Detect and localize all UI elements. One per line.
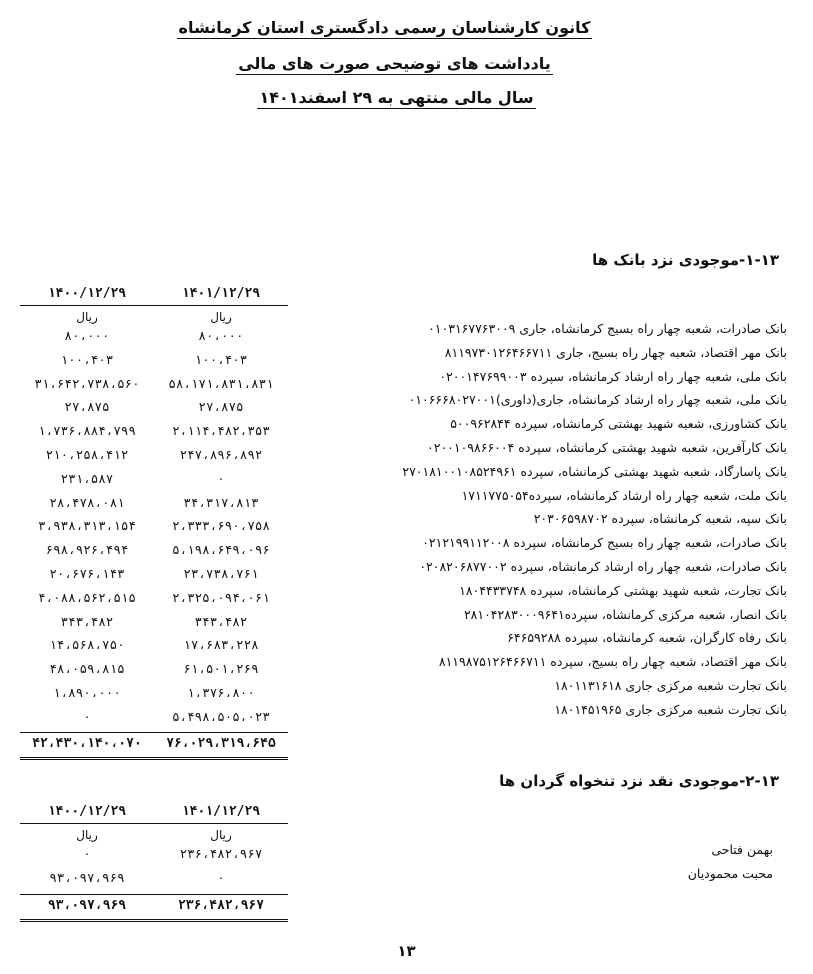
- list-item: بانک رفاه کارگران، شعبه کرمانشاه، سپرده ۶۴۶۵۹۲۸۸: [507, 630, 787, 646]
- unit-label: ریال: [76, 828, 98, 842]
- table-cell: ۶۱،۵۰۱،۲۶۹: [183, 661, 259, 677]
- table-cell: ۵،۴۹۸،۵۰۵،۰۲۳: [172, 708, 270, 724]
- total-current: ۷۶،۰۲۹،۳۱۹،۶۴۵: [166, 736, 276, 751]
- list-item: بانک صادرات، شعبه چهار راه بسیج کرمانشاه، جاری ۰۱۰۳۱۶۷۷۶۳۰۰۹: [428, 321, 787, 336]
- table-cell: ۱،۸۹۰،۰۰۰: [53, 684, 121, 700]
- table-cell: ۵،۱۹۸،۶۴۹،۰۹۶: [172, 542, 270, 558]
- total-row: [20, 894, 288, 922]
- current-year-column: [154, 804, 288, 890]
- table-cell: ۲۷،۸۷۵: [198, 399, 244, 415]
- org-title: کانون کارشناسان رسمی دادگستری استان کرمانشاه: [178, 18, 591, 37]
- prior-year-column: [20, 286, 154, 729]
- table-cell: ۰: [217, 869, 225, 885]
- table-cell: ۲،۳۳۳،۶۹۰،۷۵۸: [172, 518, 270, 534]
- table-cell: ۲،۳۲۵،۰۹۴،۰۶۱: [172, 589, 270, 605]
- table-cell: ۱،۳۷۶،۸۰۰: [187, 684, 255, 700]
- table-cell: ۰: [83, 846, 91, 861]
- list-item: بانک تجارت، شعبه شهید بهشتی کرمانشاه، سپرده ۱۸۰۴۴۳۳۷۴۸: [459, 582, 787, 598]
- bank-accounts-list: [357, 317, 787, 722]
- table-cell: ۸۰،۰۰۰: [64, 328, 110, 343]
- fiscal-year-title: سال مالی منتهی به ۲۹ اسفند۱۴۰۱: [259, 88, 534, 107]
- table-cell: ۱،۷۳۶،۸۸۴،۷۹۹: [38, 423, 136, 439]
- list-item: بانک انصار، شعبه مرکزی کرمانشاه، سپرده۲۸۱۰۴۲۸۳۰۰۰۹۶۴۱: [463, 606, 787, 622]
- unit-label: ریال: [210, 310, 232, 324]
- table-cell: ۲۰،۶۷۶،۱۴۳: [49, 565, 125, 581]
- unit-label: ریال: [210, 828, 232, 842]
- list-item: بانک مهر اقتصاد، شعبه چهار راه بسیج، سپرده ۸۱۱۹۸۷۵۱۲۶۴۶۶۷۱۱: [438, 654, 787, 670]
- column-header: ۱۴۰۰/۱۲/۲۹: [20, 804, 154, 824]
- table-cell: ۱۷،۶۸۳،۲۲۸: [183, 637, 259, 653]
- report-title: یادداشت های توضیحی صورت های مالی: [238, 54, 551, 73]
- prior-year-column: [20, 804, 154, 890]
- table-cell: ۱۰۰،۴۰۳: [60, 351, 114, 367]
- list-item: بانک تجارت شعبه مرکزی جاری ۱۸۰۱۱۳۱۶۱۸: [554, 677, 787, 693]
- table-cell: ۲۳۱،۵۸۷: [60, 470, 114, 486]
- total-prior: ۴۲،۴۳۰،۱۴۰،۰۷۰: [32, 736, 142, 751]
- table-cell: ۰: [83, 708, 91, 724]
- page-number: ۱۳: [397, 942, 416, 960]
- table-cell: ۳۴۳،۴۸۲: [60, 613, 114, 629]
- bank-balances-table: [20, 286, 288, 766]
- table-cell: ۳۱،۶۴۲،۷۳۸،۵۶۰: [34, 375, 140, 391]
- total-row: [20, 732, 288, 760]
- total-current: ۲۳۶،۴۸۲،۹۶۷: [177, 898, 265, 913]
- list-item: بانک ملی، شعبه چهار راه ارشاد کرمانشاه، سپرده ۰۲۰۰۱۴۷۶۹۹۰۰۳: [439, 368, 787, 384]
- list-item: بانک صادرات، شعبه چهار راه بسیج کرمانشاه، سپرده ۰۲۱۲۱۹۹۱۱۲۰۰۸: [422, 535, 787, 551]
- table-cell: ۱۴،۵۶۸،۷۵۰: [49, 637, 125, 653]
- list-item: بانک کارآفرین، شعبه شهید بهشتی کرمانشاه، سپرده ۰۲۰۰۱۰۹۸۶۶۰۰۴: [427, 439, 787, 455]
- table-cell: ۲۳،۷۳۸،۷۶۱: [183, 565, 259, 581]
- table-cell: ۳،۹۳۸،۳۱۳،۱۵۴: [38, 518, 136, 534]
- table-cell: ۲۳۶،۴۸۲،۹۶۷: [179, 846, 263, 861]
- table-cell: ۱۰۰،۴۰۳: [194, 351, 248, 367]
- list-item: بانک تجارت شعبه مرکزی جاری ۱۸۰۱۴۵۱۹۶۵: [554, 701, 787, 717]
- section-petty-cash-title: ۲-۱۳-موجودی نقد نزد تنخواه گردان ها: [499, 772, 779, 790]
- table-cell: ۴،۰۸۸،۵۶۲،۵۱۵: [38, 589, 136, 605]
- unit-label: ریال: [76, 310, 98, 324]
- custodian-name: بهمن فتاحی: [711, 842, 773, 857]
- table-cell: ۴۸،۰۵۹،۸۱۵: [49, 661, 125, 677]
- list-item: بانک ملی، شعبه چهار راه ارشاد کرمانشاه، جاری(داوری)۰۱۰۶۶۶۸۰۲۷۰۰۱: [408, 392, 787, 408]
- table-cell: ۲۴۷،۸۹۶،۸۹۲: [179, 446, 263, 462]
- list-item: بانک کشاورزی، شعبه شهید بهشتی کرمانشاه، سپرده ۵۰۰۹۶۲۸۴۴: [450, 416, 787, 432]
- table-cell: ۲۷،۸۷۵: [64, 399, 110, 415]
- table-cell: ۰: [217, 470, 225, 486]
- list-item: بانک پاسارگاد، شعبه شهید بهشتی کرمانشاه، سپرده ۲۷۰۱۸۱۰۰۱۰۸۵۲۴۹۶۱: [402, 463, 787, 479]
- table-cell: ۸۰،۰۰۰: [198, 328, 244, 343]
- list-item: بانک سپه، شعبه کرمانشاه، سپرده ۲۰۳۰۶۵۹۸۷۰۲: [533, 511, 787, 527]
- table-cell: ۲،۱۱۴،۴۸۲،۳۵۳: [172, 423, 270, 439]
- petty-cash-table: [20, 804, 288, 934]
- column-header: ۱۴۰۱/۱۲/۲۹: [154, 286, 288, 306]
- current-year-column: [154, 286, 288, 729]
- list-item: بانک مهر اقتصاد، شعبه چهار راه بسیج، جاری ۸۱۱۹۷۳۰۱۲۶۴۶۶۷۱۱: [444, 344, 787, 360]
- custodian-name: محبت محمودیان: [687, 866, 773, 881]
- table-cell: ۹۳،۰۹۷،۹۶۹: [49, 869, 125, 885]
- column-header: ۱۴۰۰/۱۲/۲۹: [20, 286, 154, 306]
- table-cell: ۳۴،۳۱۷،۸۱۳: [183, 494, 259, 510]
- table-cell: ۲۸،۴۷۸،۰۸۱: [49, 494, 125, 510]
- table-cell: ۵۸،۱۷۱،۸۳۱،۸۳۱: [168, 375, 274, 391]
- section-bank-balances-title: ۱-۱۳-موجودی نزد بانک ها: [592, 251, 779, 269]
- list-item: بانک صادرات، شعبه چهار راه ارشاد کرمانشاه، سپرده ۰۲۰۸۲۰۶۸۷۷۰۰۲: [419, 558, 787, 574]
- list-item: بانک ملت، شعبه چهار راه ارشاد کرمانشاه، سپرده۱۷۱۱۷۷۵۰۵۴: [461, 487, 787, 503]
- column-header: ۱۴۰۱/۱۲/۲۹: [154, 804, 288, 824]
- table-cell: ۶۹۸،۹۲۶،۴۹۴: [45, 542, 129, 558]
- total-prior: ۹۳،۰۹۷،۹۶۹: [47, 898, 127, 913]
- table-cell: ۳۴۳،۴۸۲: [194, 613, 248, 629]
- table-cell: ۲۱۰،۲۵۸،۴۱۲: [45, 446, 129, 462]
